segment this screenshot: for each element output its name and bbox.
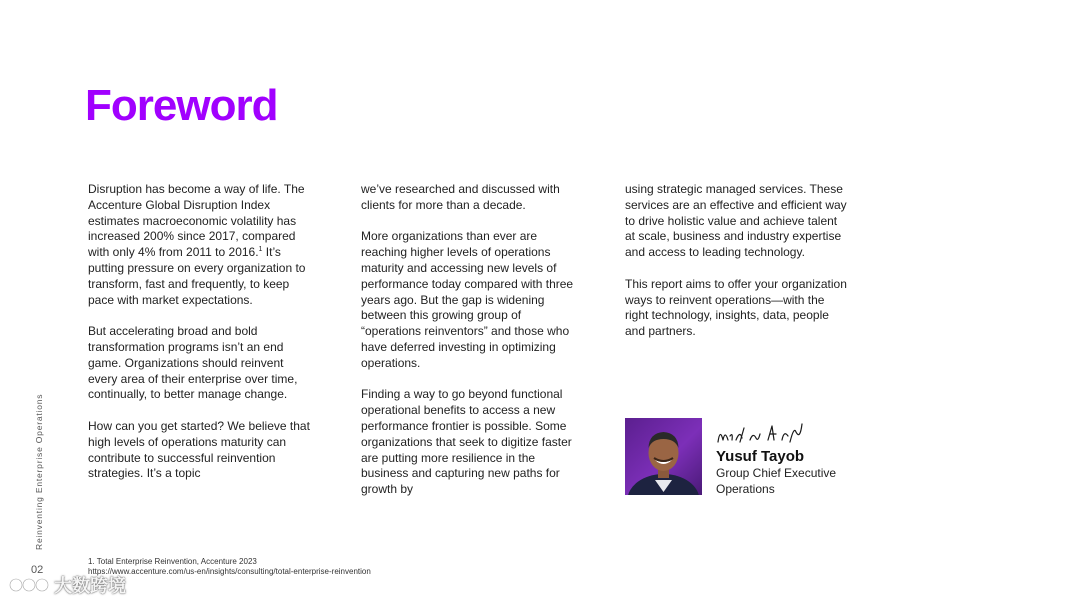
footnotes <box>88 557 371 577</box>
executive-name: Yusuf Tayob <box>716 448 805 465</box>
watermark <box>8 572 126 598</box>
handwritten-signature <box>716 418 808 448</box>
signature-info <box>716 418 866 497</box>
paragraph-text: Disruption has become a way of life. The Accenture Global Disruption Index estimates macroeconomic volatility has increased 200% since 2017, compared with only 4% from 2011 to 2016. <box>88 182 305 260</box>
watermark-logo-icon <box>8 572 50 598</box>
paragraph: More organizations than ever are reaching higher levels of operations maturity and accessing new levels of performance today compared with three years ago. But the gap is widening between this growing group of “operations reinventors” and those who have deferred investing in optimizing operations. <box>361 229 574 370</box>
footnote-url: https://www.accenture.com/us-en/insights/consulting/total-enterprise-reinvention <box>88 567 371 576</box>
paragraph: Finding a way to go beyond functional operational benefits to access a new performance frontier is possible. Some organizations that seek to digitize faster are putting more resilience in the business and capturing new paths for growth by <box>361 387 572 497</box>
body-column-1 <box>88 182 313 498</box>
footnote-ref: 1 <box>258 246 263 254</box>
paragraph: But accelerating broad and bold transformation programs isn’t an end game. Organizations should reinvent every area of their enterprise over time, continually, to better manage change. <box>88 324 298 402</box>
paragraph: we’ve researched and discussed with clients for more than a decade. <box>361 182 560 212</box>
paragraph: How can you get started? We believe that high levels of operations maturity can contribute to successful reinvention strategies. It’s a topic <box>88 418 310 481</box>
executive-title-line-2: Operations <box>716 481 775 496</box>
paragraph <box>88 182 313 308</box>
paragraph: This report aims to offer your organization ways to reinvent operations—with the right technology, insights, data, people and partners. <box>625 276 847 339</box>
footnote-1: 1. Total Enterprise Reinvention, Accenture 2023 <box>88 557 257 566</box>
body-column-2 <box>361 182 579 514</box>
paragraph-text: It’s putting pressure on every organization to transform, fast and frequently, to keep pace with market expectations. <box>88 245 306 307</box>
watermark-text: 大数跨境 <box>54 576 126 596</box>
executive-portrait <box>625 418 702 495</box>
executive-title-line-1: Group Chief Executive <box>716 466 837 480</box>
section-side-label: Reinventing Enterprise Operations <box>34 393 44 550</box>
page-title: Foreword <box>85 81 278 130</box>
signature-block <box>625 418 865 498</box>
page-number: 02 <box>31 564 44 576</box>
body-column-3 <box>625 182 847 356</box>
paragraph: using strategic managed services. These services are an effective and efficient way to drive holistic value and achieve talent at scale, business and industry expertise and access to leading technology. <box>625 182 847 260</box>
